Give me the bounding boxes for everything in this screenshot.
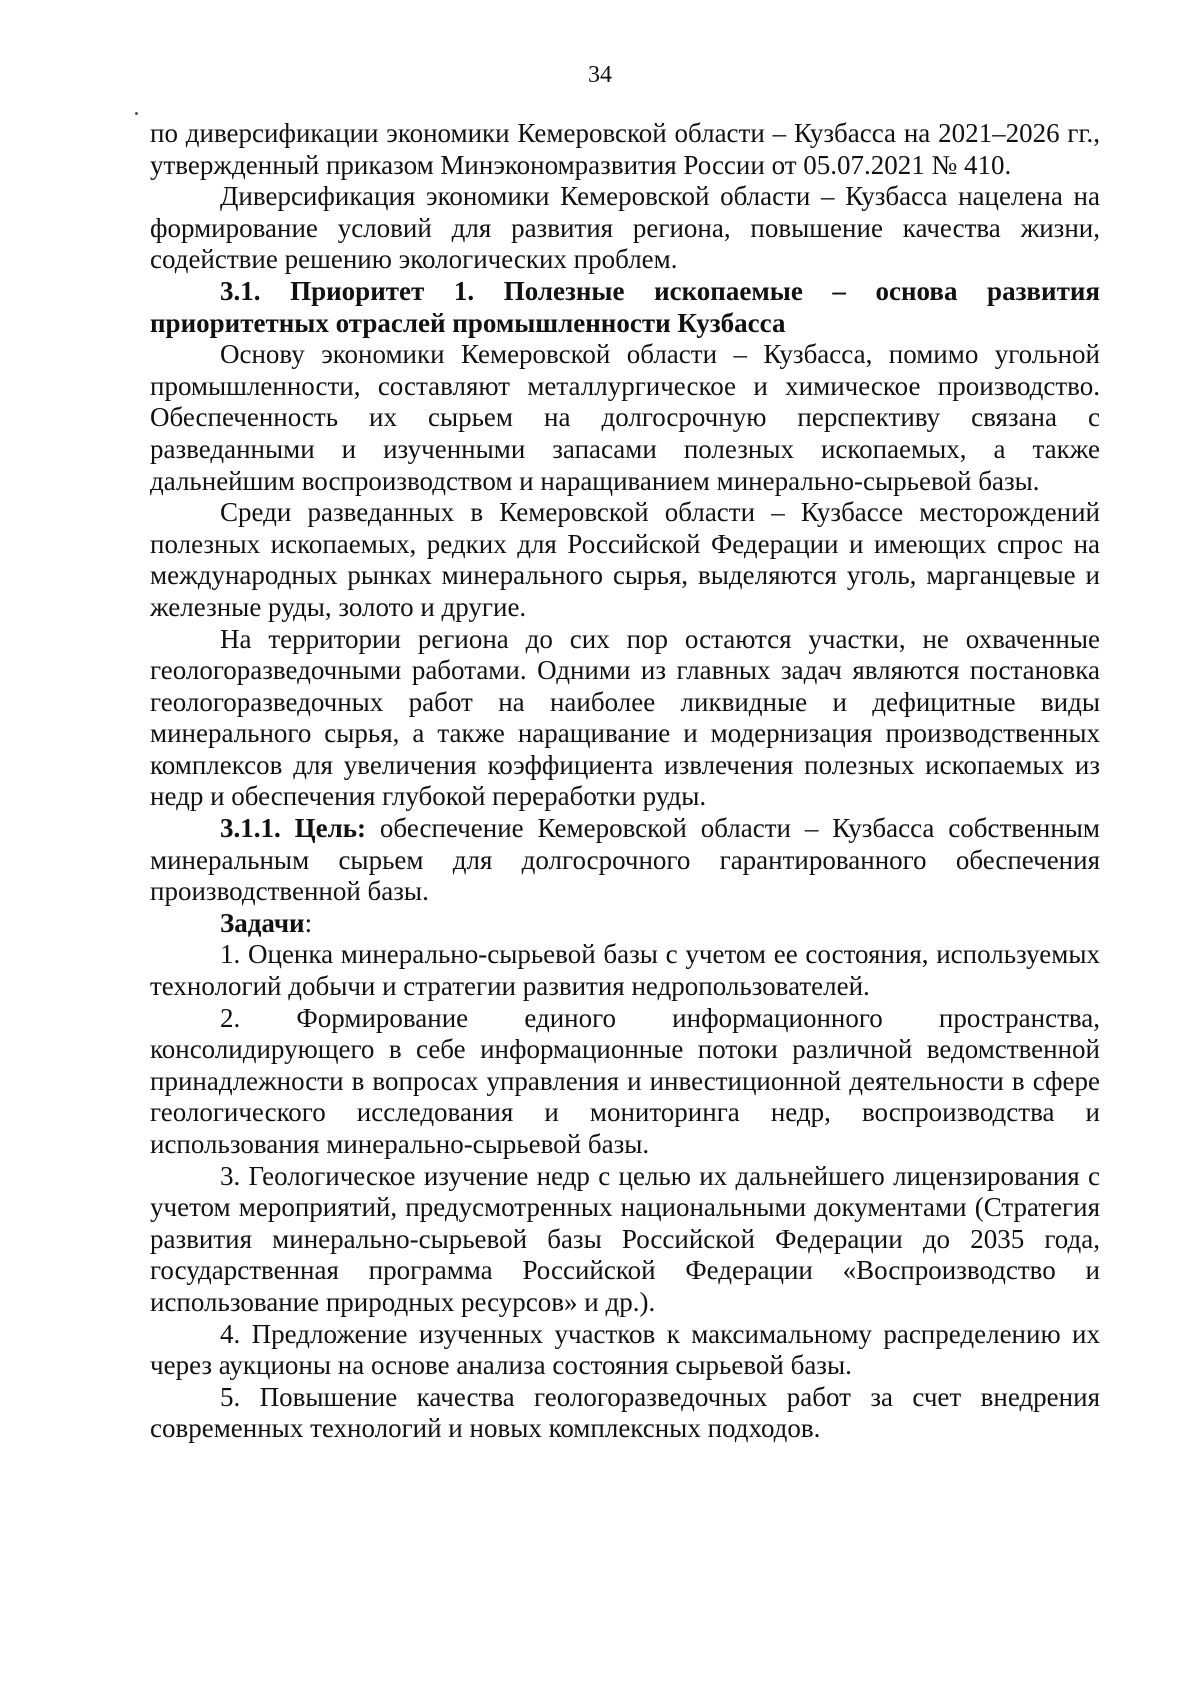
paragraph-diversification-goal: Диверсификация экономики Кемеровской области – Кузбасса нацелена на формирование условий для развития региона, повышение качества жизни, содействие решению экологических проблем. [150, 181, 1100, 275]
task-item-3: 3. Геологическое изучение недр с целью их дальнейшего лицензирования с учетом мероприятий, предусмотренных национальными документами (Стратегия развития минерально-сырьевой базы Российской Федерации до 2035 года, государственная программа Российской Федерации «Воспроизводство и использование природных ресурсов» и др.). [150, 1160, 1100, 1317]
paragraph-continuation: по диверсификации экономики Кемеровской области – Кузбасса на 2021–2026 гг., утвержденный приказом Минэкономразвития России от 05.07.2021 № 410. [150, 118, 1100, 180]
task-item-2: 2. Формирование единого информационного пространства, консолидирующего в себе информационные потоки различной ведомственной принадлежности в вопросах управления и инвестиционной деятельности в сфере геологического исследования и мониторинга недр, воспроизводства и использования минерально-сырьевой базы. [150, 1002, 1100, 1159]
goal-text: обеспечение Кемеровской области – Кузбасса собственным минеральным сырьем для долгосрочного гарантированного обеспечения производственной базы. [150, 813, 1101, 907]
paragraph-economy-basis: Основу экономики Кемеровской области – Кузбасса, помимо угольной промышленности, составляют металлургическое и химическое производство. Обеспеченность их сырьем на долгосрочную перспективу связана с разведанными и изученными запасами полезных ископаемых, а также дальнейшим воспроизводством и наращиванием минерально-сырьевой базы. [150, 339, 1100, 496]
paragraph-goal [150, 813, 1100, 908]
paragraph-exploration: На территории региона до сих пор остаются участки, не охваченные геологоразведочными работами. Одними из главных задач являются постановка геологоразведочных работ на наиболее ликвидные и дефицитные виды минерального сырья, а также наращивание и модернизация производственных комплексов для увеличения коэффициента извлечения полезных ископаемых из недр и обеспечения глубокой переработки руды. [150, 623, 1100, 812]
goal-label: 3.1.1. Цель: [220, 813, 367, 844]
document-body [150, 118, 1100, 1445]
tasks-heading [150, 908, 1100, 940]
tasks-label: Задачи [220, 907, 305, 938]
paragraph-deposits: Среди разведанных в Кемеровской области – Кузбассе месторождений полезных ископаемых, редких для Российской Федерации и имеющих спрос на международных рынках минерального сырья, выделяются уголь, марганцевые и железные руды, золото и другие. [150, 497, 1100, 622]
section-heading-3-1: 3.1. Приоритет 1. Полезные ископаемые – основа развития приоритетных отраслей промышленности Кузбасса [150, 275, 1100, 338]
page-number: 34 [588, 62, 612, 88]
task-item-4: 4. Предложение изученных участков к максимальному распределению их через аукционы на основе анализа состояния сырьевой базы. [150, 1318, 1100, 1381]
task-item-1: 1. Оценка минерально-сырьевой базы с учетом ее состояния, используемых технологий добычи и стратегии развития недропользователей. [150, 939, 1100, 1002]
scan-speck [135, 112, 138, 115]
task-item-5: 5. Повышение качества геологоразведочных работ за счет внедрения современных технологий и новых комплексных подходов. [150, 1381, 1100, 1444]
tasks-colon: : [304, 907, 313, 938]
